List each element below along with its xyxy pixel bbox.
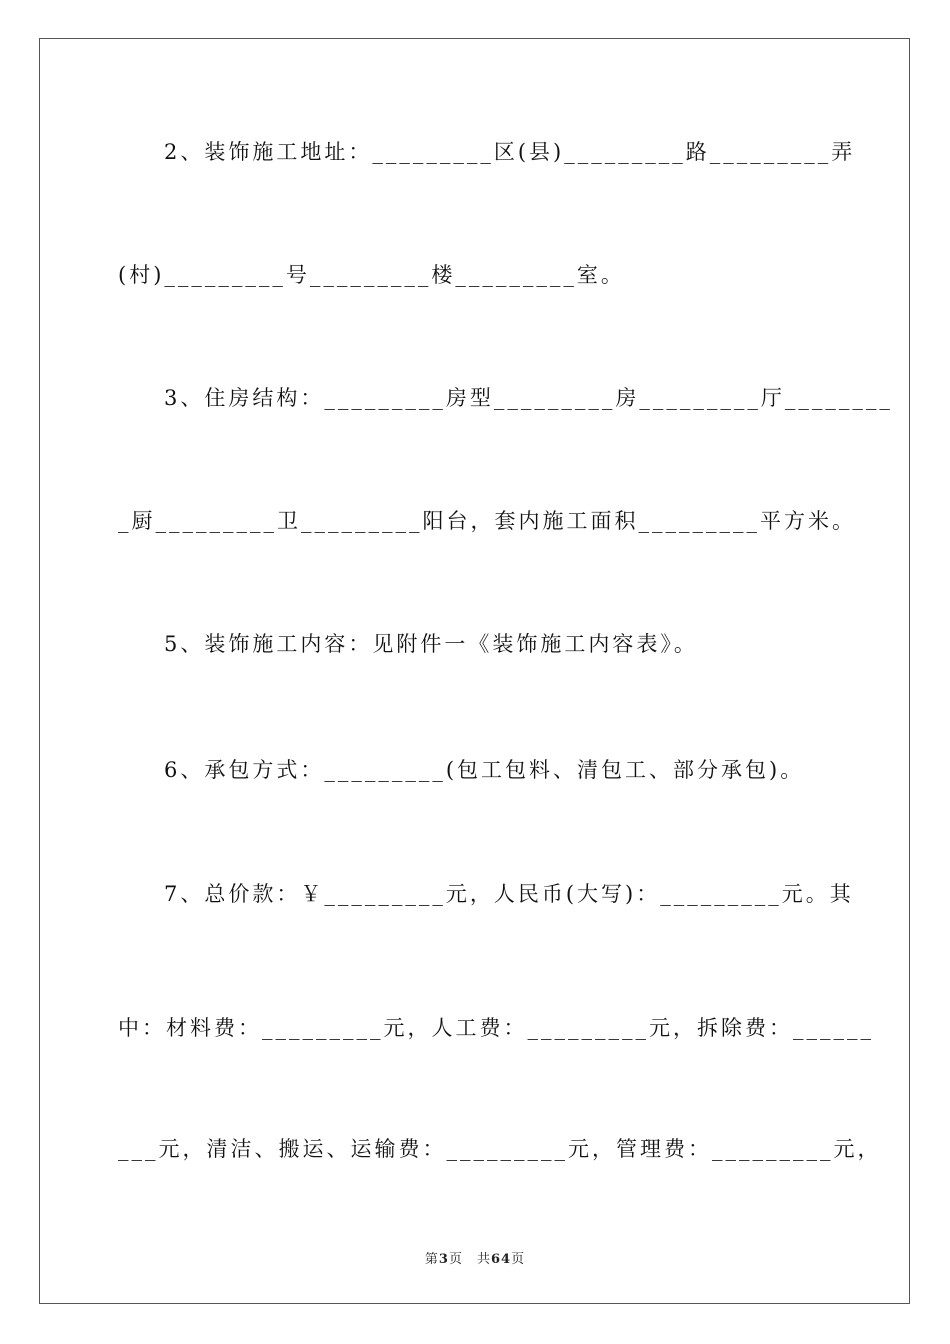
paragraph-line-total-price: 7、总价款：￥_________元，人民币(大写)：_________元。其	[164, 882, 854, 906]
paragraph-line-address: 2、装饰施工地址：_________区(县)_________路_________弄	[164, 140, 856, 164]
paragraph-line-content: 5、装饰施工内容：见附件一《装饰施工内容表》。	[164, 632, 698, 656]
paragraph-line-fees-cont: ___元，清洁、搬运、运输费：_________元，管理费：_________元，	[118, 1137, 882, 1161]
paragraph-line-structure-cont: _厨_________卫_________阳台，套内施工面积_________平方米。	[118, 509, 856, 533]
footer-mid: 页 共	[448, 1252, 491, 1267]
footer-current-page: 3	[438, 1252, 449, 1267]
paragraph-line-address-cont: (村)_________号_________楼_________室。	[118, 263, 625, 287]
footer-prefix: 第	[424, 1252, 439, 1267]
page-frame	[39, 38, 910, 1304]
footer-suffix: 页	[511, 1252, 526, 1267]
paragraph-line-fees: 中：材料费：_________元，人工费：_________元，拆除费：______	[118, 1016, 874, 1040]
paragraph-line-structure: 3、住房结构：_________房型_________房_________厅________	[164, 386, 893, 410]
paragraph-line-contract-mode: 6、承包方式：_________(包工包料、清包工、部分承包)。	[164, 758, 805, 782]
page-footer	[0, 1248, 950, 1267]
footer-total-pages: 64	[490, 1252, 512, 1267]
